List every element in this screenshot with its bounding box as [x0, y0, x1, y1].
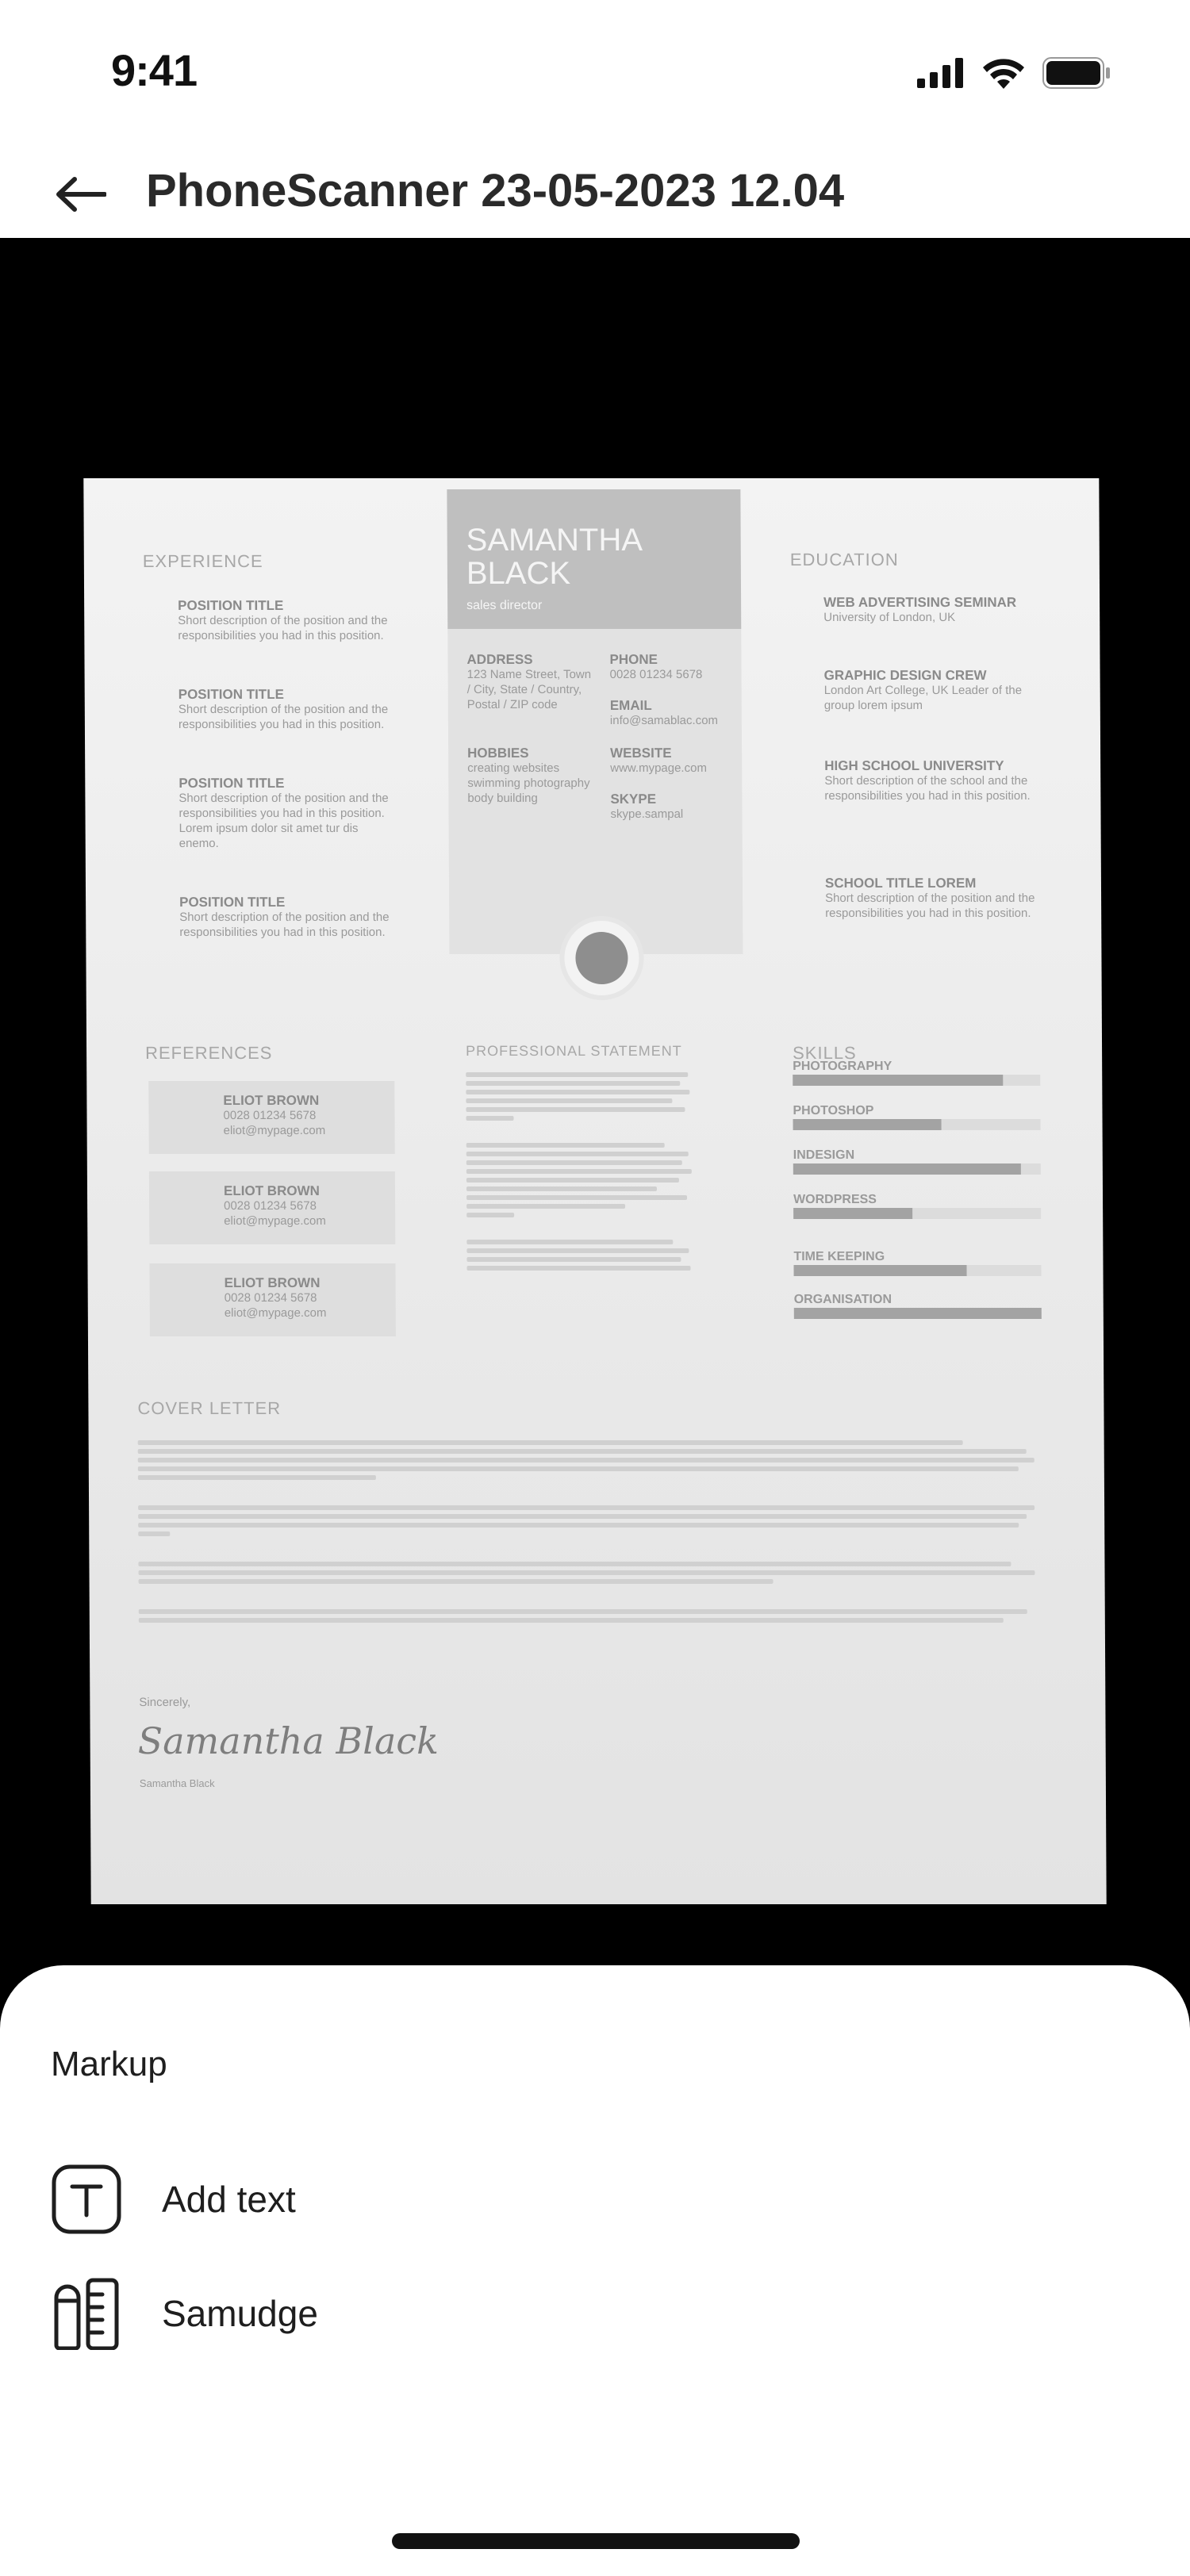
- cellular-signal-icon: [917, 58, 965, 88]
- status-time: 9:41: [111, 45, 198, 95]
- contact-address: ADDRESS 123 Name Street, Town / City, State / Country, Postal / ZIP code: [466, 652, 592, 711]
- avatar: [559, 916, 644, 1000]
- experience-item: [178, 597, 392, 644]
- text-box-icon: [51, 2164, 122, 2235]
- cover-letter-text-lines: [138, 1436, 1043, 1627]
- smudge-icon: [51, 2278, 122, 2349]
- experience-item: [178, 686, 393, 733]
- statement-text-lines: [466, 1068, 697, 1275]
- experience-item-desc: Short description of the position and the responsibilities you had in this position. Lorem ipsum dolor sit amet tur dis enemo.: [178, 792, 389, 850]
- experience-item-title: POSITION TITLE: [179, 895, 286, 910]
- education-heading: EDUCATION: [789, 550, 899, 569]
- name-last: BLACK: [466, 556, 571, 591]
- skill-label: WORDPRESS: [793, 1193, 877, 1206]
- reference-card: ELIOT BROWN 0028 01234 5678 eliot@mypage.com: [148, 1081, 394, 1154]
- skills-heading: SKILLS: [793, 1043, 857, 1063]
- scanned-document-page[interactable]: [83, 478, 1106, 1904]
- skill-bar: [793, 1075, 1040, 1086]
- name-banner: [447, 489, 741, 629]
- top-app-bar: [0, 147, 1190, 238]
- skill-bar-fill: [793, 1119, 942, 1130]
- skill-label: TIME KEEPING: [793, 1250, 885, 1263]
- skill-bar: [794, 1308, 1042, 1319]
- references-heading: REFERENCES: [145, 1043, 273, 1063]
- education-item: GRAPHIC DESIGN CREW London Art College, UK Leader of the group lorem ipsum: [823, 668, 1023, 712]
- closing-text: Sincerely,: [139, 1696, 191, 1709]
- skill-label: INDESIGN: [793, 1148, 855, 1162]
- contact-hobbies: HOBBIES creating websites swimming photography body building: [467, 746, 590, 805]
- job-role: sales director: [466, 599, 543, 612]
- cover-letter-heading: COVER LETTER: [137, 1398, 282, 1418]
- wifi-icon: [982, 57, 1025, 89]
- skill-bar-fill: [794, 1308, 1042, 1319]
- battery-icon: [1042, 57, 1111, 89]
- scan-preview-area: [0, 238, 1190, 1967]
- document-title: PhoneScanner 23-05-2023 12.04: [146, 165, 845, 217]
- smudge-option[interactable]: [51, 2270, 1146, 2357]
- experience-item: [179, 894, 393, 941]
- home-indicator[interactable]: [392, 2533, 800, 2549]
- experience-item-desc: Short description of the position and the responsibilities you had in this position.: [178, 703, 389, 731]
- status-icons: [917, 57, 1111, 89]
- skill-label: PHOTOSHOP: [793, 1104, 874, 1117]
- skill-bar-fill: [793, 1208, 912, 1219]
- name-first: SAMANTHA: [466, 523, 643, 558]
- contact-website: WEBSITE www.mypage.com: [610, 746, 707, 776]
- skill-bar: [793, 1163, 1041, 1175]
- skill-label: ORGANISATION: [793, 1293, 892, 1306]
- experience-item-title: POSITION TITLE: [178, 776, 285, 791]
- statement-heading: PROFESSIONAL STATEMENT: [466, 1043, 682, 1059]
- skill-bar: [793, 1208, 1041, 1219]
- skill-bar-fill: [793, 1265, 966, 1276]
- status-bar: [0, 0, 1190, 147]
- skill-bar-fill: [793, 1075, 1003, 1086]
- skill-bar-fill: [793, 1163, 1021, 1175]
- signature-name: Samantha Black: [139, 1777, 215, 1789]
- markup-bottom-sheet: [0, 1965, 1190, 2576]
- experience-item-desc: Short description of the position and the responsibilities you had in this position.: [178, 614, 388, 642]
- skill-bar: [793, 1265, 1041, 1276]
- reference-card: ELIOT BROWN 0028 01234 5678 eliot@mypage.com: [149, 1171, 395, 1244]
- contact-skype: SKYPE skype.sampal: [610, 792, 684, 822]
- back-button[interactable]: [49, 163, 113, 226]
- sheet-title: Markup: [51, 2045, 167, 2083]
- contact-phone: PHONE 0028 01234 5678: [609, 652, 703, 682]
- add-text-option[interactable]: [51, 2156, 1146, 2243]
- reference-card: ELIOT BROWN 0028 01234 5678 eliot@mypage.com: [149, 1263, 395, 1336]
- experience-item-desc: Short description of the position and the responsibilities you had in this position.: [179, 910, 390, 939]
- experience-item-title: POSITION TITLE: [178, 598, 284, 613]
- contact-email: EMAIL info@samablac.com: [609, 698, 719, 728]
- back-arrow-icon: [56, 177, 106, 212]
- smudge-label: Samudge: [162, 2293, 318, 2334]
- experience-item-title: POSITION TITLE: [178, 687, 284, 702]
- experience-heading: EXPERIENCE: [142, 551, 263, 571]
- add-text-label: Add text: [162, 2179, 296, 2220]
- user-icon: [575, 932, 628, 984]
- education-item: SCHOOL TITLE LOREM Short description of the position and the responsibilities you had in this position.: [824, 876, 1035, 920]
- education-item: WEB ADVERTISING SEMINAR University of London, UK: [823, 595, 1017, 625]
- experience-item: [178, 775, 393, 851]
- signature: Samantha Black: [137, 1719, 440, 1762]
- skill-bar: [793, 1119, 1041, 1130]
- contact-panel: [447, 629, 743, 954]
- skill-label: PHOTOGRAPHY: [793, 1060, 892, 1073]
- education-item: HIGH SCHOOL UNIVERSITY Short description of the school and the responsibilities you had in this position.: [824, 758, 1031, 803]
